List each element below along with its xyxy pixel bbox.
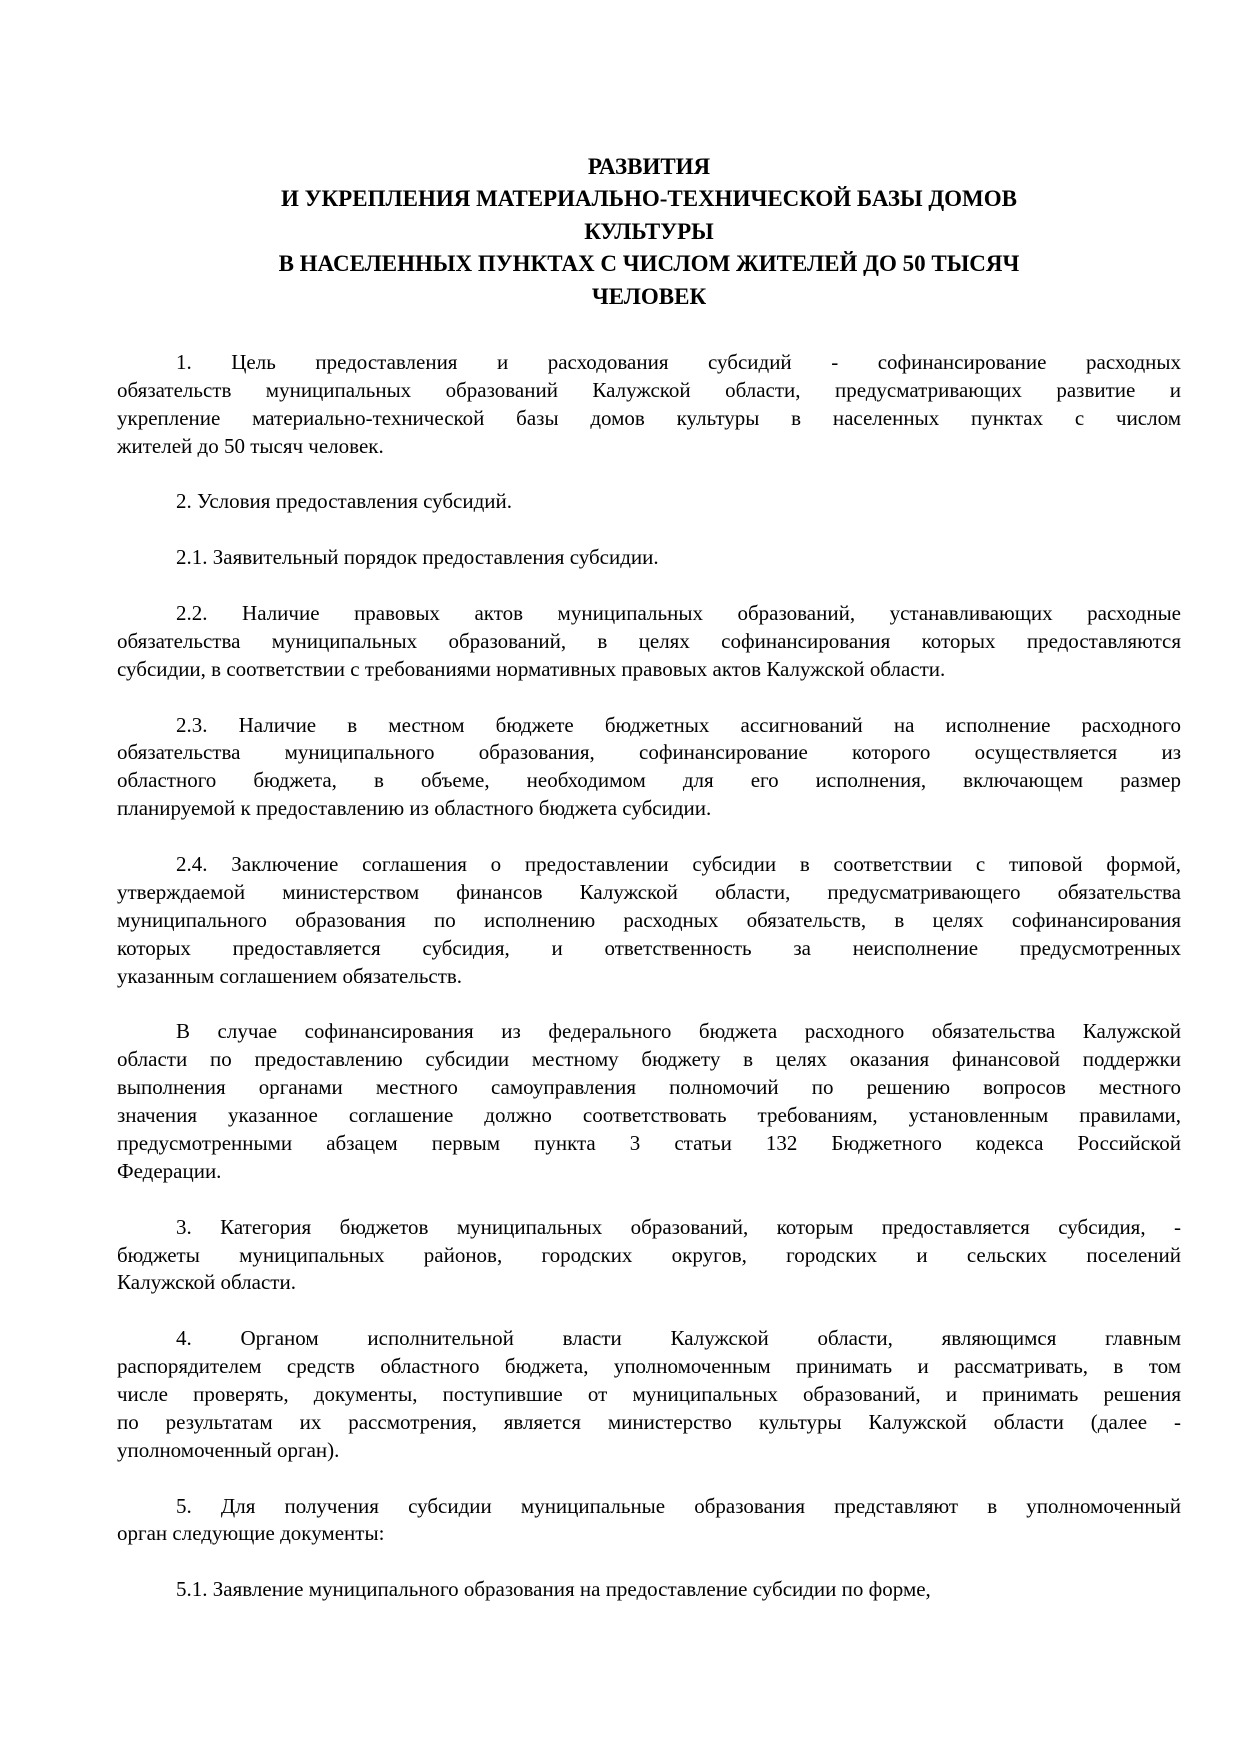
paragraph bbox=[117, 851, 1181, 990]
paragraph-line: 2. Условия предоставления субсидий. bbox=[176, 489, 513, 514]
document-body bbox=[117, 349, 1181, 1632]
paragraph bbox=[117, 1493, 1181, 1549]
paragraph-line: Федерации. bbox=[117, 1158, 222, 1183]
paragraph bbox=[117, 600, 1181, 684]
title-line: И УКРЕПЛЕНИЯ МАТЕРИАЛЬНО-ТЕХНИЧЕСКОЙ БАЗЫ ДОМОВ bbox=[280, 186, 1017, 212]
paragraph bbox=[117, 1214, 1181, 1298]
paragraph-line: уполномоченный орган). bbox=[117, 1437, 340, 1462]
paragraph-line: области по предоставлению субсидии местному бюджету в целях оказания финансовой поддержки bbox=[117, 1047, 1181, 1072]
paragraph-line: по результатам их рассмотрения, является министерство культуры Калужской области (далее - bbox=[117, 1409, 1181, 1434]
paragraph-line: выполнения органами местного самоуправления полномочий по решению вопросов местного bbox=[117, 1075, 1181, 1100]
paragraph-line: областного бюджета, в объеме, необходимом для его исполнения, включающем размер bbox=[117, 768, 1181, 793]
paragraph-line: 3. Категория бюджетов муниципальных образований, которым предоставляется субсидия, - bbox=[176, 1214, 1181, 1239]
paragraph-line: 5.1. Заявление муниципального образования на предоставление субсидии по форме, bbox=[176, 1577, 931, 1602]
paragraph bbox=[117, 488, 1181, 516]
paragraph bbox=[117, 544, 1181, 572]
paragraph-line: распорядителем средств областного бюджета, уполномоченным принимать и рассматривать, в том bbox=[117, 1354, 1181, 1379]
title-line: КУЛЬТУРЫ bbox=[584, 218, 714, 244]
paragraph-line: укрепление материально-технической базы домов культуры в населенных пунктах с числом bbox=[117, 405, 1181, 430]
paragraph-line: которых предоставляется субсидия, и ответственность за неисполнение предусмотренных bbox=[117, 935, 1181, 960]
paragraph-line: утверждаемой министерством финансов Калужской области, предусматривающего обязательства bbox=[117, 879, 1181, 904]
paragraph-line: 2.2. Наличие правовых актов муниципальных образований, устанавливающих расходные bbox=[176, 601, 1181, 626]
paragraph-line: 2.3. Наличие в местном бюджете бюджетных ассигнований на исполнение расходного bbox=[176, 712, 1181, 737]
paragraph-line: жителей до 50 тысяч человек. bbox=[117, 433, 384, 458]
paragraph-line: указанным соглашением обязательств. bbox=[117, 963, 463, 988]
paragraph-line: предусмотренными абзацем первым пункта 3 статьи 132 Бюджетного кодекса Российской bbox=[117, 1130, 1181, 1155]
paragraph-line: 5. Для получения субсидии муниципальные образования представляют в уполномоченный bbox=[176, 1493, 1181, 1518]
paragraph-line: Калужской области. bbox=[117, 1270, 296, 1295]
paragraph-line: обязательств муниципальных образований Калужской области, предусматривающих развитие и bbox=[117, 377, 1181, 402]
paragraph bbox=[117, 712, 1181, 824]
paragraph-line: 2.4. Заключение соглашения о предоставлении субсидии в соответствии с типовой формой, bbox=[176, 852, 1181, 877]
paragraph-line: числе проверять, документы, поступившие от муниципальных образований, и принимать решения bbox=[117, 1381, 1181, 1406]
paragraph-line: 2.1. Заявительный порядок предоставления субсидии. bbox=[176, 545, 659, 570]
paragraph-line: В случае софинансирования из федерального бюджета расходного обязательства Калужской bbox=[176, 1019, 1181, 1044]
paragraph-line: субсидии, в соответствии с требованиями нормативных правовых актов Калужской области. bbox=[117, 656, 946, 681]
title-line: В НАСЕЛЕННЫХ ПУНКТАХ С ЧИСЛОМ ЖИТЕЛЕЙ ДО 50 ТЫСЯЧ bbox=[278, 251, 1020, 277]
paragraph-line: 1. Цель предоставления и расходования субсидий - софинансирование расходных bbox=[176, 350, 1181, 374]
paragraph-line: обязательства муниципальных образований, в целях софинансирования которых предоставляются bbox=[117, 628, 1181, 653]
title-line: ЧЕЛОВЕК bbox=[591, 283, 707, 309]
document-title bbox=[117, 151, 1181, 313]
paragraph bbox=[117, 349, 1181, 461]
paragraph-line: орган следующие документы: bbox=[117, 1521, 385, 1546]
paragraph bbox=[117, 1576, 1181, 1604]
title-line: РАЗВИТИЯ bbox=[587, 154, 711, 179]
paragraph-line: значения указанное соглашение должно соответствовать требованиям, установленным правилами, bbox=[117, 1103, 1181, 1128]
paragraph-line: 4. Органом исполнительной власти Калужской области, являющимся главным bbox=[176, 1326, 1181, 1351]
paragraph bbox=[117, 1018, 1181, 1185]
paragraph bbox=[117, 1325, 1181, 1464]
paragraph-line: планируемой к предоставлению из областного бюджета субсидии. bbox=[117, 796, 712, 821]
paragraph-line: бюджеты муниципальных районов, городских округов, городских и сельских поселений bbox=[117, 1242, 1181, 1267]
paragraph-line: муниципального образования по исполнению расходных обязательств, в целях софинансирования bbox=[117, 907, 1181, 932]
paragraph-line: обязательства муниципального образования, софинансирование которого осуществляется из bbox=[117, 740, 1181, 765]
